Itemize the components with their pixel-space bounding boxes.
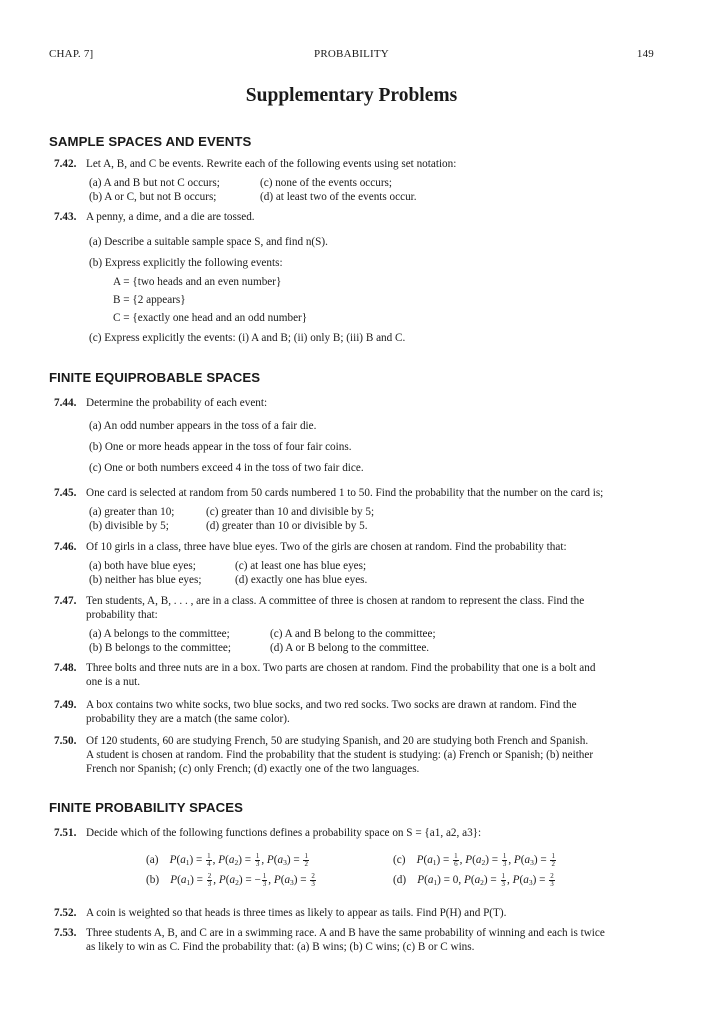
problem-part: (c) One or both numbers exceed 4 in the toss of two fair dice.: [89, 462, 364, 474]
problem-text: Ten students, A, B, . . . , are in a class. A committee of three is chosen at random to represent the class. Find the: [86, 595, 585, 607]
problem-part: (b) Express explicitly the following events:: [89, 257, 283, 269]
problem-part: (a) greater than 10;: [89, 506, 175, 518]
problem-part: (d) A or B belong to the committee.: [270, 642, 430, 654]
problem-part: (c) A and B belong to the committee;: [270, 628, 436, 640]
problem-text: probability that:: [86, 609, 158, 621]
problem-text: A coin is weighted so that heads is three times as likely to appear as tails. Find P(H) and P(T).: [86, 907, 507, 919]
problem-part: (c) none of the events occurs;: [260, 177, 393, 189]
function-option-b: (b) $P(a_1)$ = $\frac{2}{3}$ , $P(a_2)$ = − $\frac{1}{3}$ , $P(a_3)$ = $\frac{2}{3}$: [146, 871, 315, 888]
function-option-c: (c) $P(a_1)$ = $\frac{1}{6}$ , $P(a_2)$ = $\frac{1}{3}$ , $P(a_3)$ = $\frac{1}{2}$: [393, 851, 555, 868]
page-number: 149: [636, 48, 654, 60]
problem-part: (c) greater than 10 and divisible by 5;: [206, 506, 375, 518]
problem-part: (a) An odd number appears in the toss of a fair die.: [89, 420, 317, 432]
problem-part: (b) One or more heads appear in the toss of four fair coins.: [89, 441, 352, 453]
problem-text: probability they are a match (the same color).: [86, 713, 290, 725]
problem-part: (d) greater than 10 or divisible by 5.: [206, 520, 368, 532]
problem-part: (a) A and B but not C occurs;: [89, 177, 220, 189]
problem-part: (b) neither has blue eyes;: [89, 574, 202, 586]
problem-number: 7.44.: [54, 397, 77, 409]
problem-text: Of 10 girls in a class, three have blue eyes. Two of the girls are chosen at random. Find the probability that:: [86, 541, 567, 553]
function-option-a: (a) $P(a_1)$ = $\frac{1}{4}$ , $P(a_2)$ = $\frac{1}{3}$ , $P(a_3)$ = $\frac{1}{2}$: [146, 851, 308, 868]
section-heading-sample-spaces: SAMPLE SPACES AND EVENTS: [49, 134, 252, 149]
problem-number: 7.45.: [54, 487, 77, 499]
problem-part: (c) Express explicitly the events: (i) A and B; (ii) only B; (iii) B and C.: [89, 332, 406, 344]
problem-text: Three students A, B, and C are in a swimming race. A and B have the same probability of winning and each is twice: [86, 927, 605, 939]
section-heading-equiprobable: FINITE EQUIPROBABLE SPACES: [49, 370, 261, 385]
event-definition: A = {two heads and an even number}: [113, 276, 282, 288]
problem-text: Three bolts and three nuts are in a box. Two parts are chosen at random. Find the probability that one is a bolt and: [86, 662, 596, 674]
problem-part: (d) at least two of the events occur.: [260, 191, 417, 203]
problem-text: one is a nut.: [86, 676, 141, 688]
section-heading-probability-spaces: FINITE PROBABILITY SPACES: [49, 800, 243, 815]
problem-number: 7.52.: [54, 907, 77, 919]
problem-number: 7.49.: [54, 699, 77, 711]
problem-text: French nor Spanish; (c) only French; (d) exactly one of the two languages.: [86, 763, 420, 775]
problem-text: A penny, a dime, and a die are tossed.: [86, 211, 255, 223]
problem-number: 7.53.: [54, 927, 77, 939]
problem-part: (a) both have blue eyes;: [89, 560, 196, 572]
problem-number: 7.48.: [54, 662, 77, 674]
running-header: PROBABILITY: [314, 48, 389, 60]
problem-text: A box contains two white socks, two blue socks, and two red socks. Two socks are drawn at random. Find the: [86, 699, 577, 711]
problem-text: One card is selected at random from 50 cards numbered 1 to 50. Find the probability that the number on the card is;: [86, 487, 604, 499]
function-option-d: (d) $P(a_1) = 0$, $P(a_2)$ = $\frac{1}{3}$ , $P(a_3)$ = $\frac{2}{3}$: [393, 871, 554, 888]
problem-part: (b) B belongs to the committee;: [89, 642, 231, 654]
problem-part: (b) divisible by 5;: [89, 520, 169, 532]
problem-part: (d) exactly one has blue eyes.: [235, 574, 368, 586]
chapter-label: CHAP. 7]: [49, 48, 94, 60]
problem-part: (c) at least one has blue eyes;: [235, 560, 367, 572]
problem-number: 7.46.: [54, 541, 77, 553]
problem-text: Let A, B, and C be events. Rewrite each of the following events using set notation:: [86, 158, 457, 170]
event-definition: C = {exactly one head and an odd number}: [113, 312, 308, 324]
problem-text: Determine the probability of each event:: [86, 397, 268, 409]
problem-part: (a) A belongs to the committee;: [89, 628, 230, 640]
problem-text: Of 120 students, 60 are studying French, 50 are studying Spanish, and 20 are studying both French and Spanish.: [86, 735, 589, 747]
problem-text: as likely to win as C. Find the probability that: (a) B wins; (b) C wins; (c) B or C wins.: [86, 941, 475, 953]
problem-text: Decide which of the following functions defines a probability space on S = {a1, a2, a3}:: [86, 827, 482, 839]
problem-number: 7.50.: [54, 735, 77, 747]
problem-number: 7.43.: [54, 211, 77, 223]
problem-number: 7.51.: [54, 827, 77, 839]
problem-part: (a) Describe a suitable sample space S, and find n(S).: [89, 236, 328, 248]
problem-number: 7.42.: [54, 158, 77, 170]
page-title: Supplementary Problems: [245, 85, 458, 106]
problem-text: A student is chosen at random. Find the probability that the student is studying: (a) French or Spanish; (b) neither: [86, 749, 594, 761]
event-definition: B = {2 appears}: [113, 294, 186, 306]
problem-part: (b) A or C, but not B occurs;: [89, 191, 217, 203]
problem-number: 7.47.: [54, 595, 77, 607]
